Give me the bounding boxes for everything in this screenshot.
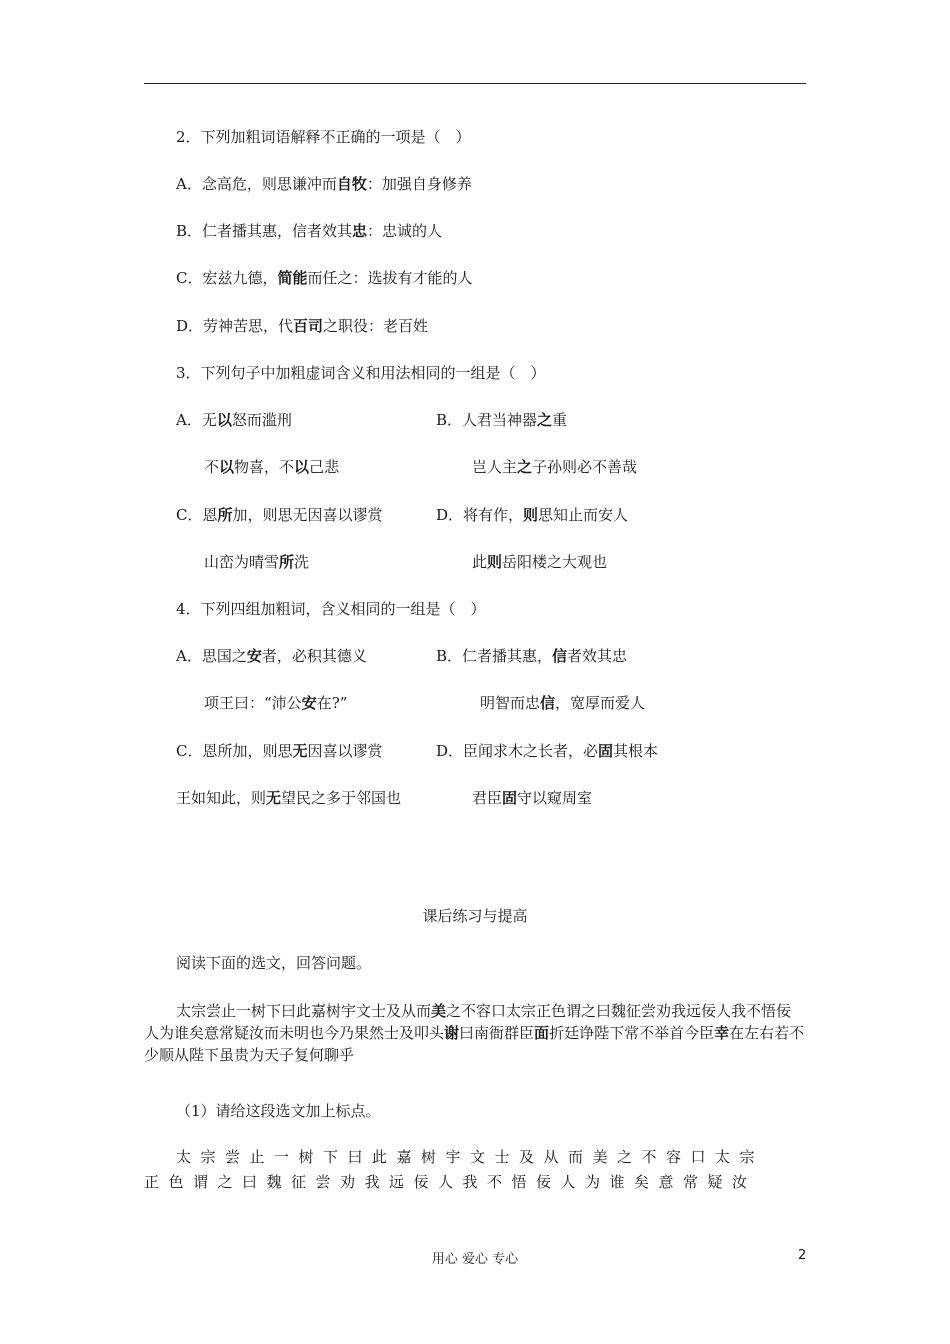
q4-option-b-line1: B．仁者播其惠，信者效其忠	[436, 647, 628, 665]
q3-stem: 3．下列句子中加粗虚词含义和用法相同的一组是（ ）	[176, 364, 546, 382]
classical-passage: 太宗尝止一树下曰此嘉树宇文士及从而美之不容口太宗正色谓之曰魏征尝劝我远佞人我不悟佞人为谁矣意常疑汝而未明也今乃果然士及叩头谢曰南衙群臣面折廷诤陛下常不举首今臣幸在左右若不少顺从陛下虽贵为天子复何聊乎	[144, 1002, 805, 1064]
q2-option-b: B．仁者播其惠，信者效其忠：忠诚的人	[176, 222, 443, 240]
q3-option-c-line1: C．恩所加，则思无因喜以谬赏	[176, 506, 383, 524]
q2-option-d: D．劳神苦思，代百司之职役：老百姓	[176, 317, 429, 335]
page-number: 2	[798, 1248, 807, 1263]
header-rule	[144, 83, 806, 84]
footer-motto: 用心 爱心 专心	[431, 1252, 519, 1267]
q3-option-d-line1: D．将有作，则思知止而安人	[436, 506, 629, 524]
q2-stem: 2．下列加粗词语解释不正确的一项是（ ）	[176, 128, 471, 146]
q3-option-b-line1: B．人君当神器之重	[436, 411, 568, 429]
q4-option-d-line2: 君臣固守以窥周室	[472, 789, 593, 807]
sub-question-1: （1）请给这段选文加上标点。	[176, 1102, 381, 1120]
q4-option-c-line2: 王如知此，则无望民之多于邻国也	[176, 789, 402, 807]
q3-option-a-line1: A．无以怒而滥刑	[176, 411, 292, 429]
q4-option-d-line1: D．臣闻求木之长者，必固其根本	[436, 742, 659, 760]
q4-option-a-line2: 项王曰：“沛公安在?”	[204, 694, 348, 712]
q2-option-c: C．宏兹九德，简能而任之：选拔有才能的人	[176, 269, 473, 287]
q4-option-b-line2: 明智而忠信，宽厚而爱人	[480, 694, 646, 712]
q4-option-c-line1: C．恩所加，则思无因喜以谬赏	[176, 742, 383, 760]
q4-option-a-line1: A．思国之安者，必积其德义	[176, 647, 367, 665]
q3-option-d-line2: 此则岳阳楼之大观也	[472, 553, 608, 571]
q3-option-b-line2: 岂人主之子孙则必不善哉	[472, 458, 638, 476]
answer-line-1: 太宗尝止一树下曰此嘉树宇文士及从而美之不容口太宗	[176, 1148, 765, 1166]
q3-option-c-line2: 山峦为晴雪所洗	[204, 553, 310, 571]
reading-instruction: 阅读下面的选文，回答问题。	[176, 954, 372, 972]
q3-option-a-line2: 不以物喜，不以己悲	[204, 458, 340, 476]
answer-line-2: 正色谓之曰魏征尝劝我远佞人我不悟佞人为谁矣意常疑汝	[144, 1173, 757, 1191]
section-title: 课后练习与提高	[422, 907, 528, 925]
q2-option-a: A．念高危，则思谦冲而自牧：加强自身修养	[176, 175, 472, 193]
q4-stem: 4．下列四组加粗词，含义相同的一组是（ ）	[176, 600, 486, 618]
